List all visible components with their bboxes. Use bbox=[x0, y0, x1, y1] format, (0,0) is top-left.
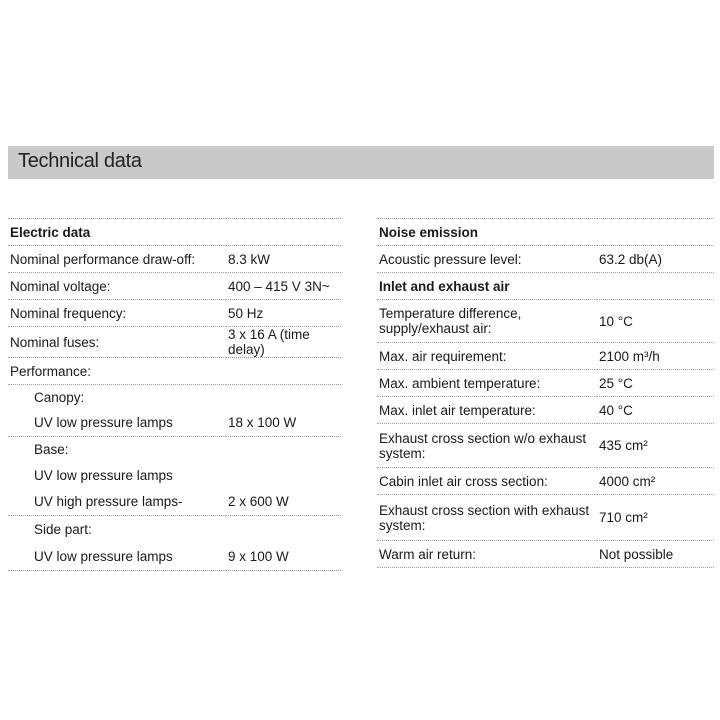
spec-label: Cabin inlet air cross section: bbox=[377, 468, 597, 495]
section-heading-air: Inlet and exhaust air bbox=[377, 273, 714, 300]
spec-value: 710 cm² bbox=[597, 495, 714, 541]
canopy-label: Canopy: bbox=[34, 389, 85, 405]
spec-label: Max. ambient temperature: bbox=[377, 370, 597, 397]
table-row bbox=[8, 437, 341, 463]
spec-label: Nominal voltage: bbox=[8, 273, 226, 300]
spec-label: Exhaust cross section w/o exhaust system: bbox=[377, 424, 597, 468]
section-header-bar bbox=[8, 146, 714, 179]
table-row bbox=[377, 424, 714, 468]
table-row bbox=[377, 397, 714, 424]
table-row bbox=[8, 219, 341, 246]
electric-data-table bbox=[8, 218, 341, 571]
section-heading-electric: Electric data bbox=[8, 219, 341, 246]
table-row bbox=[8, 463, 341, 489]
table-row bbox=[8, 327, 341, 358]
table-row bbox=[8, 246, 341, 273]
table-row bbox=[377, 370, 714, 397]
spec-label: Nominal frequency: bbox=[8, 300, 226, 327]
spec-value: 63.2 db(A) bbox=[597, 246, 714, 273]
table-row bbox=[8, 489, 341, 516]
table-row bbox=[377, 343, 714, 370]
table-row bbox=[377, 300, 714, 343]
spec-value: 9 x 100 W bbox=[226, 544, 341, 571]
spec-label: Nominal fuses: bbox=[8, 327, 226, 358]
page-title: Technical data bbox=[18, 150, 142, 172]
spec-label: UV low pressure lamps bbox=[34, 468, 173, 483]
spec-label: UV low pressure lamps bbox=[8, 410, 226, 437]
table-row bbox=[377, 219, 714, 246]
table-row bbox=[8, 516, 341, 544]
table-row bbox=[377, 541, 714, 568]
spec-value: 40 °C bbox=[597, 397, 714, 424]
spec-label: UV low pressure lamps bbox=[8, 544, 226, 571]
spec-value: 8.3 kW bbox=[226, 246, 341, 273]
table-row bbox=[8, 273, 341, 300]
noise-air-table bbox=[377, 218, 714, 568]
spec-value: 10 °C bbox=[597, 300, 714, 343]
section-heading-noise: Noise emission bbox=[377, 219, 714, 246]
spec-value: 2100 m³/h bbox=[597, 343, 714, 370]
table-row bbox=[377, 495, 714, 541]
table-row bbox=[8, 300, 341, 327]
table-row bbox=[8, 358, 341, 385]
spec-label: Max. air requirement: bbox=[377, 343, 597, 370]
spec-value: 25 °C bbox=[597, 370, 714, 397]
table-row bbox=[8, 544, 341, 571]
spec-value: Not possible bbox=[597, 541, 714, 568]
spec-value: 3 x 16 A (time delay) bbox=[226, 327, 341, 358]
table-row bbox=[8, 385, 341, 410]
spec-value: 2 x 600 W bbox=[226, 489, 341, 516]
spec-value: 50 Hz bbox=[226, 300, 341, 327]
spec-value: 18 x 100 W bbox=[226, 410, 341, 437]
spec-label: Warm air return: bbox=[377, 541, 597, 568]
spec-value: 435 cm² bbox=[597, 424, 714, 468]
spec-value: 400 – 415 V 3N~ bbox=[226, 273, 341, 300]
table-row bbox=[377, 246, 714, 273]
table-row bbox=[8, 410, 341, 437]
spec-label: Nominal performance draw-off: bbox=[8, 246, 226, 273]
performance-label: Performance: bbox=[8, 358, 341, 385]
spec-label: Temperature difference, supply/exhaust air: bbox=[377, 300, 597, 343]
spec-value: 4000 cm² bbox=[597, 468, 714, 495]
table-row bbox=[377, 273, 714, 300]
spec-label: Acoustic pressure level: bbox=[377, 246, 597, 273]
base-label: Base: bbox=[34, 442, 69, 458]
spec-label: UV high pressure lamps- bbox=[8, 489, 226, 516]
spec-label: Exhaust cross section with exhaust system: bbox=[377, 495, 597, 541]
table-row bbox=[377, 468, 714, 495]
spec-label: Max. inlet air temperature: bbox=[377, 397, 597, 424]
side-part-label: Side part: bbox=[34, 522, 92, 538]
